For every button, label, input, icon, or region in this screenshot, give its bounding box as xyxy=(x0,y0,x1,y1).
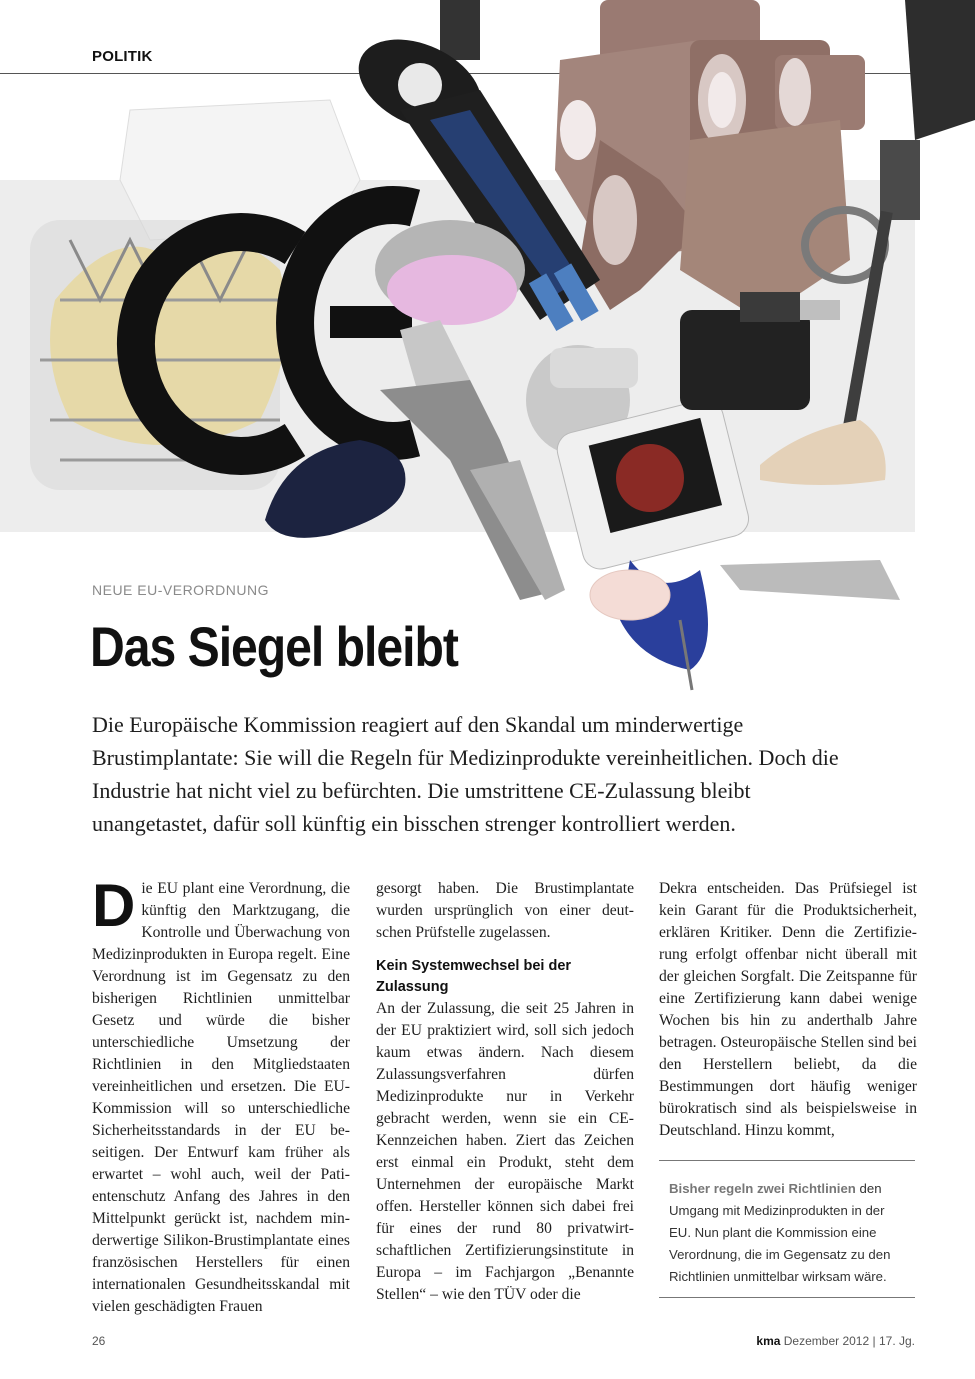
subheading: Kein Systemwechsel bei der Zulassung xyxy=(376,958,572,995)
magazine-brand: kma xyxy=(756,1334,781,1348)
body-column-2 xyxy=(376,878,634,1306)
article-lead: Die Europäische Kommission reagiert auf den Skandal um minderwertige Brustimplantate: Sie will die Regeln für Medizinprodukte vereinheitlichen. Doch die Industrie hat nicht viel zu befürchten. Die umstrittene CE-Zulassung bleibt unangetastet, dafür soll künftig ein bisschen strenger kontrolliert werden. xyxy=(92,712,839,836)
callout-lead: Bisher regeln zwei Richtlinien xyxy=(669,1181,856,1196)
body-text: gesorgt haben. Die Brustimplantate wurden ursprünglich von einer deutschen Prüfstelle zugelassen. xyxy=(376,880,634,941)
body-column-1 xyxy=(92,872,350,1318)
issue-separator: | xyxy=(872,1334,876,1348)
issue-info xyxy=(756,1334,915,1348)
article-headline: Das Siegel bleibt xyxy=(90,615,458,678)
body-text: An der Zulassung, die seit 25 Jahren in der EU praktiziert wird, soll sich jedoch kaum etwas ändern. Nach diesem Zulassungsverfahren dürfen Medizinprodukte nur in Verkehr gebracht werden, wenn sie ein CE-Kennzeichen haben. Ziert das Zeichen erst einmal ein Produkt, steht dem Unternehmen der europäische Markt offen. Hersteller können sich dabei frei für eines der rund 80 privatwirtschaftlichen Zertifizierungsinstitute in Europa – im Fachjargon „Benannte Stellen“ – wie den TÜV oder die xyxy=(376,1000,634,1303)
issue-date: Dezember 2012 xyxy=(783,1334,870,1348)
body-text: ie EU plant eine Verordnung, die künftig den Marktzugang, die Kontrolle und Überwachung von Medizinprodukten in Europa regelt. Eine Verordnung ist im Gegensatz zu den bisherigen Richtlinien unmittelbar Gesetz und würde die bisher unterschiedliche Umsetzung der Richtlinien in den Mitgliedstaaten vereinheitlichen und ersetzen. Die EU-Kommission will so unterschiedliche Sicherheitsstandards in der EU beseitigen. Der Entwurf kam früher als erwartet – wohl auch, weil der Patientenschutz Anfang des Jahres in den Mittelpunkt gerückt ist, nachdem minderwertige Silikon-Brustimplantate eines französischen Herstellers für einen internationalen Gesundheitsskandal mit vielen geschädigten Frauen xyxy=(92,880,350,1315)
cushion-ring-image xyxy=(590,570,670,620)
laryngoscope-blade-image xyxy=(720,560,900,600)
body-column-3 xyxy=(659,878,917,1142)
issue-volume: 17. Jg. xyxy=(878,1334,915,1348)
callout-bottom-rule xyxy=(659,1297,915,1298)
article-kicker: NEUE EU-VERORDNUNG xyxy=(92,582,270,598)
drop-cap: D xyxy=(92,872,136,939)
body-text: Dekra entscheiden. Das Prüfsiegel ist kein Garant für die Produktsicherheit, erklären Kritiker. Denn die Zertifizierung erfolgt offenbar nicht überall mit der gleichen Sorgfalt. Die Zeitspanne für eine Zertifizierung kann dabei wenige Wochen bis hin zu anderthalb Jahre betragen. Osteuropäische Stellen sind bei den Herstellern beliebt, da die Bestimmungen dort häufig weniger bürokratisch sind als beispielsweise in Deutschland. Hinzu kommt, xyxy=(659,880,917,1139)
endoscope-monitor-image xyxy=(554,396,753,670)
callout-box xyxy=(669,1178,909,1288)
connector-block-image xyxy=(680,292,840,410)
page-number: 26 xyxy=(92,1334,106,1348)
callout-text: den Umgang mit Medizinprodukten in der EU. Nun plant die Kommission eine Verordnung, die im Gegensatz zu den Richtlinien unmittelbar wirksam wäre. xyxy=(669,1181,891,1284)
section-label: POLITIK xyxy=(92,48,153,65)
callout-top-rule xyxy=(659,1160,915,1161)
